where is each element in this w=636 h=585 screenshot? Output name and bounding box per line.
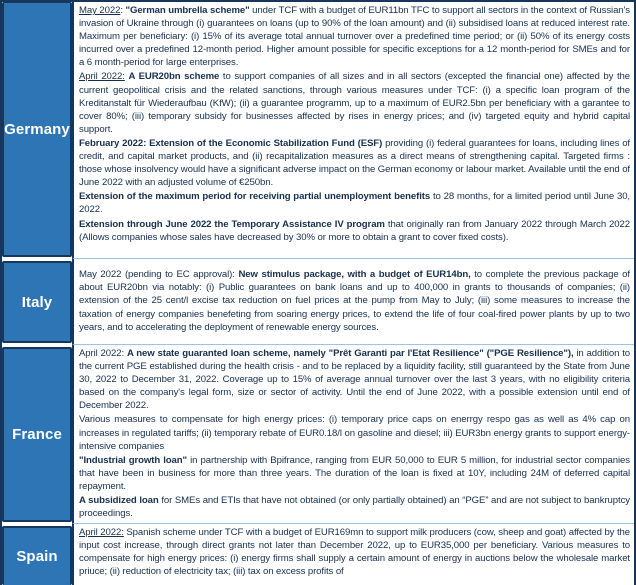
measure-paragraph — [79, 4, 630, 69]
text-segment: May 2022 — [79, 5, 121, 16]
text-segment: May 2022 (pending to EC approval): — [79, 269, 239, 281]
measure-paragraph — [79, 526, 630, 578]
measures-text-cell — [72, 345, 634, 524]
text-segment: for SMEs and ETIs that have not obtained (or only partially obtained) an “PGE” and are not subject to bankruptcy proceedings. — [79, 495, 630, 520]
text-segment: Spanish scheme under TCF with a budget of EUR169mn to support milk producers (cow, sheep and goat) affected by the input cost increase, through direct grants not later than December 2022, up to EUR35,000 per beneficiary. Various measures to compensate for high energy prices: (i) energy firms shall supply a certain amount of energy in auctions below the wholesale market priuce; (ii) reduction of electricity tax; (iii) tax on excess profits of — [79, 527, 630, 578]
table-row-france — [2, 345, 634, 524]
text-segment: Extension through June 2022 the Temporary Assistance IV program — [79, 218, 385, 230]
country-label: Germany — [4, 120, 70, 138]
text-segment: Extension of the maximum period for receiving partial unemployment benefits — [79, 191, 431, 203]
text-segment: A new state guaranted loan scheme, namely "Prêt Garanti par l'Etat Resilience" ("PGE Resilience"), — [126, 348, 574, 359]
text-segment: April 2022: — [79, 527, 124, 538]
measure-paragraph — [79, 268, 630, 333]
country-label: Italy — [21, 293, 53, 311]
measure-paragraph — [79, 454, 630, 493]
text-segment: "German umbrella scheme" — [125, 5, 250, 16]
country-box-germany — [2, 2, 72, 257]
country-label: Spain — [16, 548, 58, 565]
measure-paragraph — [79, 413, 630, 452]
measures-text-cell — [72, 2, 634, 259]
text-segment: "Industrial growth loan" — [79, 454, 187, 466]
text-segment: providing (i) federal guarantees for loans, including lines of credit, and capital market products, and (ii) recapitalization measures as a direct means of strengthening capital. Targeted firms : those whose insolvency would have a significant adverse impact on the German economy or labour market. Available until the end of June 2022 with an adjusted volume of €250bn. — [79, 137, 630, 189]
measure-paragraph — [79, 494, 630, 520]
table-row-italy — [2, 259, 634, 345]
text-segment: Various measures to compensate for high energy prices: (i) temporary price caps on enerrgy respo gas as well as 4% cap on increases in regulated tariffs; (ii) temporary rebate of EUR0.18/l on gasoline and diesel; iii) EUR3bn energy grants to support energy-intensive companies — [79, 414, 630, 452]
text-segment: New stimulus package, with a budget of EUR14bn, — [238, 269, 471, 281]
table-row-spain — [2, 524, 634, 585]
text-segment: April 2022: — [79, 348, 127, 359]
text-segment: : — [120, 5, 126, 16]
country-cell-germany — [2, 2, 72, 259]
text-segment: that originally ran from January 2022 through March 2022 (Allows companies whose sales have decreased by 30% or more to obtain a grant to cover fixed costs). — [79, 218, 631, 243]
text-segment: A EUR20bn scheme — [128, 71, 220, 83]
text-segment: to 28 months, for a limited period until June 30, 2022. — [79, 191, 630, 216]
measures-text-cell — [72, 259, 634, 345]
measure-paragraph — [79, 137, 630, 189]
measure-paragraph — [79, 190, 630, 216]
measure-paragraph — [79, 70, 630, 135]
country-box-italy — [2, 261, 72, 343]
text-segment: A subsidized loan — [79, 495, 159, 507]
measures-text-cell — [72, 524, 634, 585]
text-segment: in addition to the current PGE established during the health crisis - and to be replaced by a liquidity facility, still guaranteed by the State from June 30, 2022 to December 31, 2022. Coverage up to 15% of average annual turnover over the last 3 years, with no eligibility criteria based on the company's legal form, size or sector of activity. Until the end of June 2022, with a possible extension until end of December 2022. — [79, 348, 630, 412]
country-box-france — [2, 347, 72, 522]
country-cell-spain — [2, 524, 72, 585]
text-segment: April 2022: — [79, 71, 125, 83]
table-row-germany — [2, 2, 634, 259]
text-segment: in partnership with Bpifrance, ranging from EUR 50,000 to EUR 5 million, for industrial sector companies that have been in business for more than three years. The duration of the loan is fixed at 10Y, including 24M of deferred capital repayment. — [79, 454, 630, 492]
country-cell-italy — [2, 259, 72, 345]
text-segment: February 2022: Extension of the Economic Stabilization Fund (ESF) — [79, 137, 383, 149]
country-cell-france — [2, 345, 72, 524]
text-segment: under TCF with a budget of EUR11bn TFC to support all sectors in the context of Russian's invasion of Ukraine through (i) guarantees on loans (up to 90% of the loan amount) and (ii) subsidised loans at reduced interest rate. Maximum per beneficiary: (i) 15% of its average total annual turnover over a predefined time period; or (ii) 50% of its energy costs incurred over a predefined 12-month period. Higher amount possible for specific exceptions for a 12 month-period for SMEs and for a 6 month-period for large enterprises. — [79, 5, 630, 69]
text-segment: to support companies of all sizes and in all sectors (excepted the financial one) affected by the current geopolitical crisis and the related sanctions, through various measures under TCF: (i) a specific loan program of the Kreditanstalt für Wiederaufbau (KfW); (ii) a guarantee programm, up to a maximum of EUR2.5bn per beneficiary with a garantee to cover 80%; (iii) temporary subsidy for businesses affected by rises in energy prices; and (iv) targeted equity and hybrid capital support. — [79, 71, 630, 135]
text-segment: to complete the previous package of about EUR20bn via notably: (i) Public guarantees on bank loans and up to 400,000 in grants to thousands of companies; (ii) extension of the 25 cent/l excise tax reduction on fuel prices at the pump from May to July; (iii) some measures to increase the taxation of energy companies benefeting from soaring energy prices, to extend the life of four coal-fired power plants by up to two years, and to accelerating the deployment of renewable energy sources. — [79, 269, 630, 333]
country-box-spain — [2, 526, 72, 585]
measure-paragraph — [79, 347, 630, 412]
country-label: France — [12, 426, 62, 443]
measure-paragraph — [79, 218, 630, 244]
